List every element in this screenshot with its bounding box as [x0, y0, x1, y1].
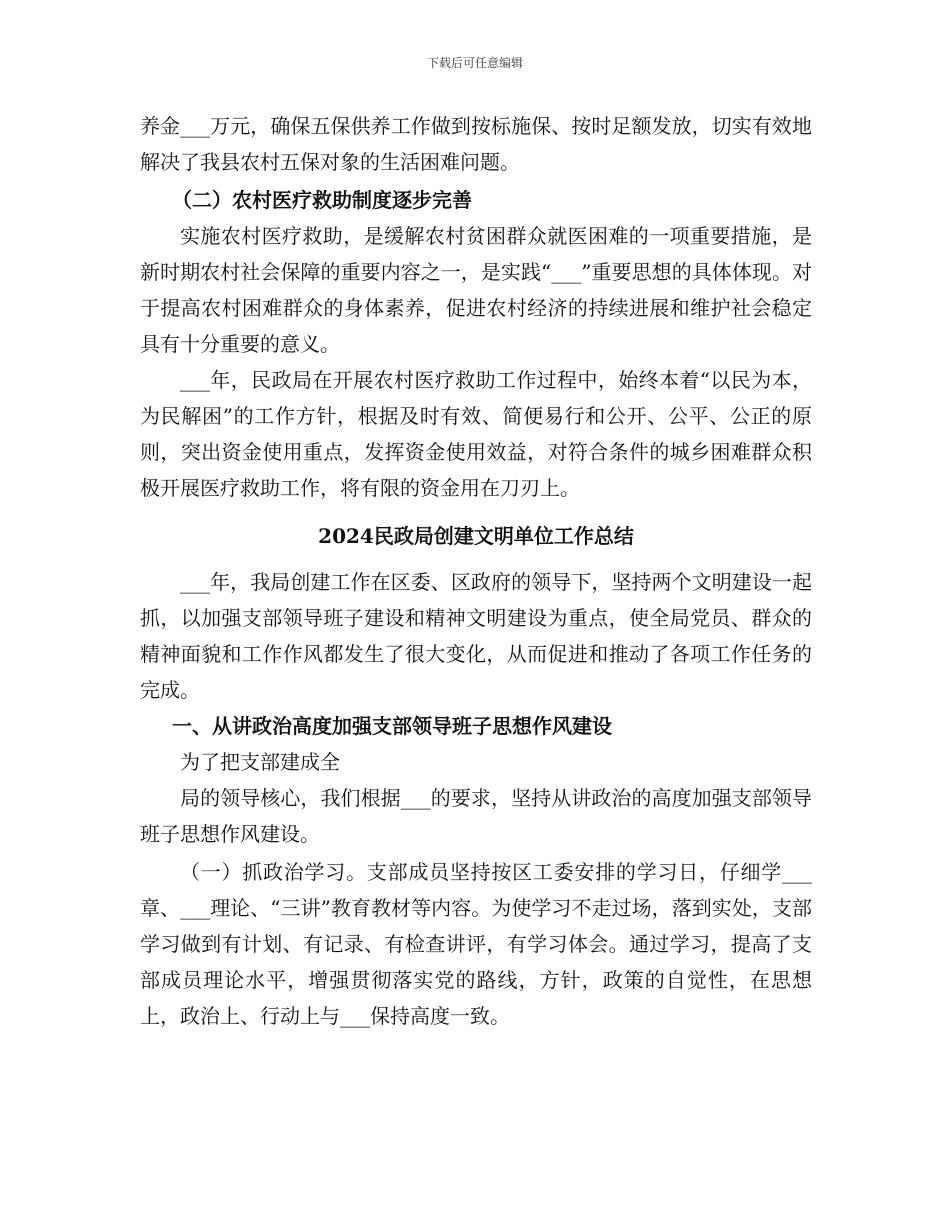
document-body: [140, 108, 812, 1034]
paragraph-6: 局的领导核心，我们根据___的要求，坚持从讲政治的高度加强支部领导班子思想作风建设。: [140, 786, 812, 846]
header-note: 下载后可任意编辑: [426, 56, 523, 70]
paragraph-2: 实施农村医疗救助，是缓解农村贫困群众就医困难的一项重要措施，是新时期农村社会保障的重要内容之一，是实践“___”重要思想的具体体现。对于提高农村困难群众的身体素养，促进农村经济的持续进展和维护社会稳定具有十分重要的意义。: [140, 224, 812, 356]
section-heading-medical-aid: （二）农村医疗救助制度逐步完善: [172, 188, 472, 212]
paragraph-1: 养金___万元，确保五保供养工作做到按标施保、按时足额发放，切实有效地解决了我县农村五保对象的生活困难问题。: [140, 114, 812, 174]
paragraph-7: （一）抓政治学习。支部成员坚持按区工委安排的学习日，仔细学___章、___理论、“三讲”教育教材等内容。为使学习不走过场，落到实处，支部学习做到有计划、有记录、有检查讲评，有学习体会。通过学习，提高了支部成员理论水平，增强贯彻落实党的路线，方针，政策的自觉性，在思想上，政治上、行动上与___保持高度一致。: [140, 860, 812, 1028]
paragraph-3: ___年，民政局在开展农村医疗救助工作过程中，始终本着“以民为本，为民解困”的工作方针，根据及时有效、简便易行和公开、公平、公正的原则，突出资金使用重点，发挥资金使用效益，对符合条件的城乡困难群众积极开展医疗救助工作，将有限的资金用在刀刃上。: [140, 368, 812, 500]
paragraph-4: ___年，我局创建工作在区委、区政府的领导下，坚持两个文明建设一起抓，以加强支部领导班子建设和精神文明建设为重点，使全局党员、群众的精神面貌和工作作风都发生了很大变化，从而促进和推动了各项工作任务的完成。: [140, 570, 812, 702]
paragraph-5: 为了把支部建成全: [180, 750, 340, 774]
section-heading-political: 一、从讲政治高度加强支部领导班子思想作风建设: [172, 714, 612, 738]
document-title: 2024民政局创建文明单位工作总结: [318, 524, 634, 548]
